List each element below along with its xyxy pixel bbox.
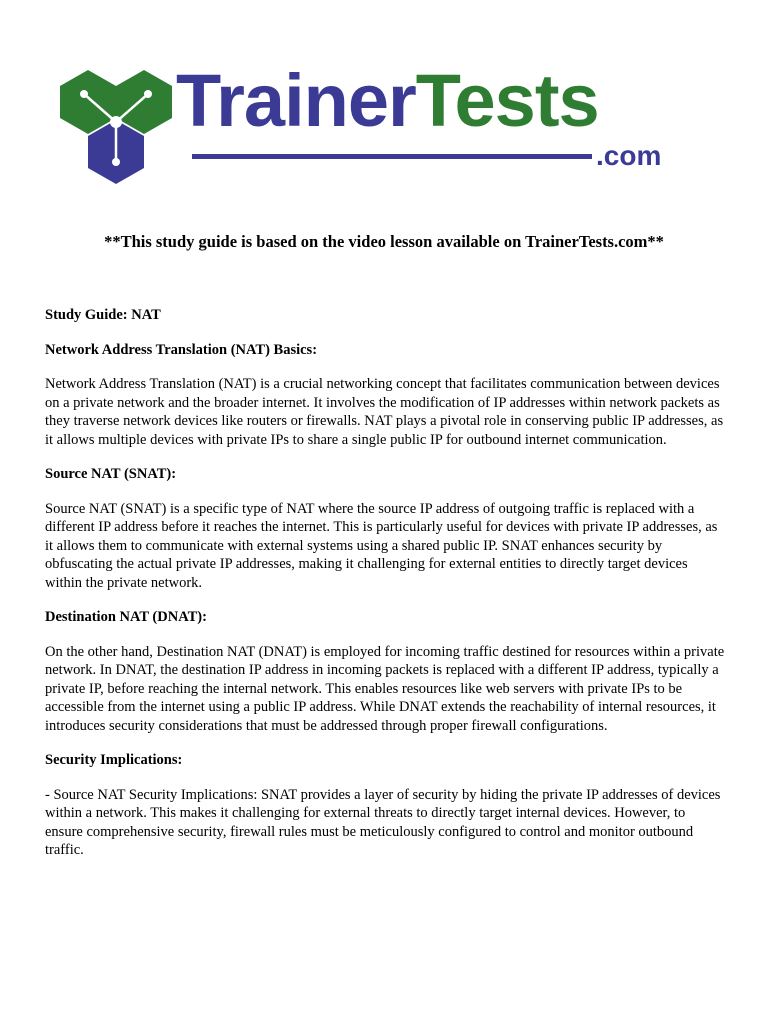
study-guide-banner: **This study guide is based on the video lesson available on TrainerTests.com** bbox=[104, 232, 664, 251]
logo-wordmark bbox=[176, 59, 599, 142]
section-heading-nat-basics: Network Address Translation (NAT) Basics: bbox=[45, 341, 318, 358]
logo-word-trainer: Trainer bbox=[176, 59, 416, 142]
section-heading-snat: Source NAT (SNAT): bbox=[45, 466, 177, 482]
logo-suffix: .com bbox=[596, 140, 662, 171]
document-body bbox=[45, 306, 725, 876]
section-heading-dnat: Destination NAT (DNAT): bbox=[45, 609, 207, 625]
logo-word-tests: Tests bbox=[415, 59, 599, 142]
section-body-snat: Source NAT (SNAT) is a specific type of NAT where the source IP address of outgoing traffic is replaced with a different IP address before it reaches the internet. This is particularly useful for devices with private IP addresses, as it allows them to communicate with external systems using a shared public IP. SNAT enhances security by obfuscating the actual private IP addresses, making it challenging for external entities to directly target devices within the private network. bbox=[45, 500, 718, 591]
section-heading-security: Security Implications: bbox=[45, 752, 183, 768]
trainertests-logo bbox=[56, 59, 662, 200]
section-body-security: - Source NAT Security Implications: SNAT provides a layer of security by hiding the private IP addresses of devices within a network. This makes it challenging for external threats to directly target internal devices. However, to ensure comprehensive security, firewall rules must be meticulously configured to control and monitor outbound traffic. bbox=[45, 786, 721, 858]
section-body-nat-basics: Network Address Translation (NAT) is a crucial networking concept that facilitates communication between devices on a private network and the broader internet. It involves the modification of IP addresses within network packets as they traverse network devices like routers or firewalls. NAT plays a pivotal role in conserving public IP addresses, as it allows multiple devices with private IPs to share a single public IP for outbound internet communication. bbox=[45, 376, 724, 448]
section-body-dnat: On the other hand, Destination NAT (DNAT) is employed for incoming traffic destined for resources within a private network. In DNAT, the destination IP address in incoming packets is replaced with a different IP address, typically a private IP, before reaching the internal network. This enables resources like web servers with private IPs to be accessible from the internet using a public IP address. While DNAT extends the reachability of internal resources, it introduces security considerations that must be addressed through proper firewall configurations. bbox=[45, 643, 725, 734]
doc-title: Study Guide: NAT bbox=[45, 307, 161, 323]
logo-underline bbox=[192, 154, 592, 159]
network-hexagon-icon bbox=[56, 66, 176, 190]
